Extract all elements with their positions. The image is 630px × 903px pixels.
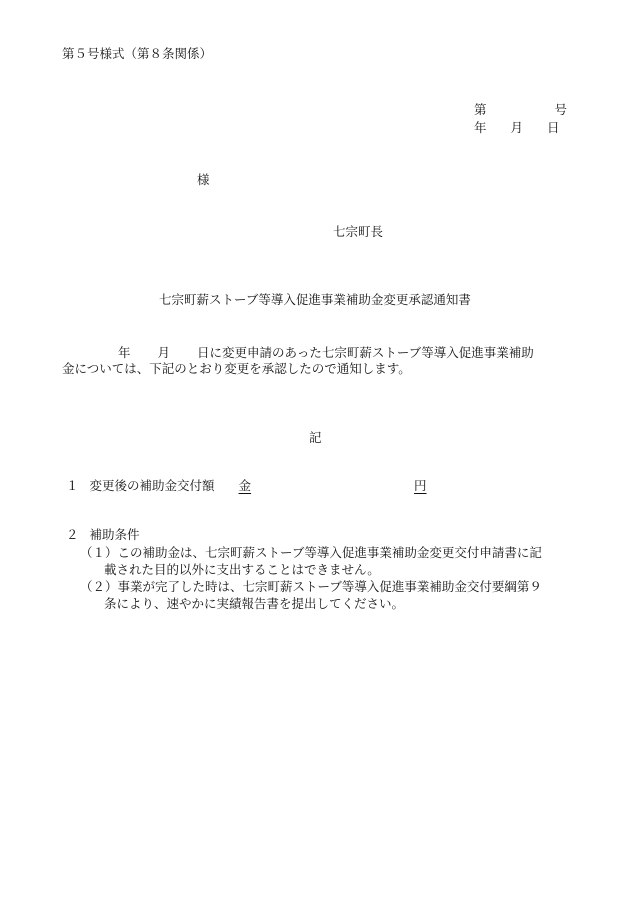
date-year: 年 bbox=[474, 120, 487, 135]
number-suffix: 号 bbox=[554, 102, 568, 117]
item-1-number: １ bbox=[66, 478, 79, 493]
issuer: 七宗町長 bbox=[333, 224, 384, 239]
number-line bbox=[474, 100, 567, 118]
body-line-2: 金については、下記のとおり変更を承認したので通知します。 bbox=[62, 361, 411, 376]
body-year: 年 bbox=[118, 345, 131, 360]
item-1-label: 変更後の補助金交付額 bbox=[89, 478, 215, 493]
document-title-text: 七宗町薪ストーブ等導入促進事業補助金変更承認通知書 bbox=[159, 292, 471, 307]
item-2-heading bbox=[66, 525, 140, 543]
ki-heading: 記 bbox=[309, 430, 322, 445]
condition-1-line-1: （１）この補助金は、七宗町薪ストーブ等導入促進事業補助金変更交付申請書に記 bbox=[80, 545, 542, 560]
body-month: 月 bbox=[157, 345, 171, 360]
document-title bbox=[0, 290, 630, 308]
item-2-number: ２ bbox=[66, 527, 79, 542]
amount-field bbox=[239, 478, 427, 493]
condition-1-line-2: 載された目的以外に支出することはできません。 bbox=[104, 562, 380, 577]
addressee: 様 bbox=[197, 172, 210, 187]
amount-prefix: 金 bbox=[238, 478, 252, 493]
item-2-label: 補助条件 bbox=[89, 527, 140, 542]
date-line bbox=[474, 118, 560, 136]
amount-suffix: 円 bbox=[414, 478, 427, 493]
condition-2-line-2: 条により、速やかに実績報告書を提出してください。 bbox=[104, 596, 405, 611]
item-1 bbox=[66, 476, 427, 494]
form-label: 第５号様式（第８条関係） bbox=[62, 46, 213, 61]
body-line-1-rest: 日に変更申請のあった七宗町薪ストーブ等導入促進事業補助 bbox=[197, 345, 534, 360]
date-day: 日 bbox=[547, 120, 560, 135]
date-month: 月 bbox=[510, 120, 524, 135]
condition-2-line-1: （２）事業が完了した時は、七宗町薪ストーブ等導入促進事業補助金交付要綱第９ bbox=[80, 579, 542, 594]
number-prefix: 第 bbox=[474, 102, 487, 117]
